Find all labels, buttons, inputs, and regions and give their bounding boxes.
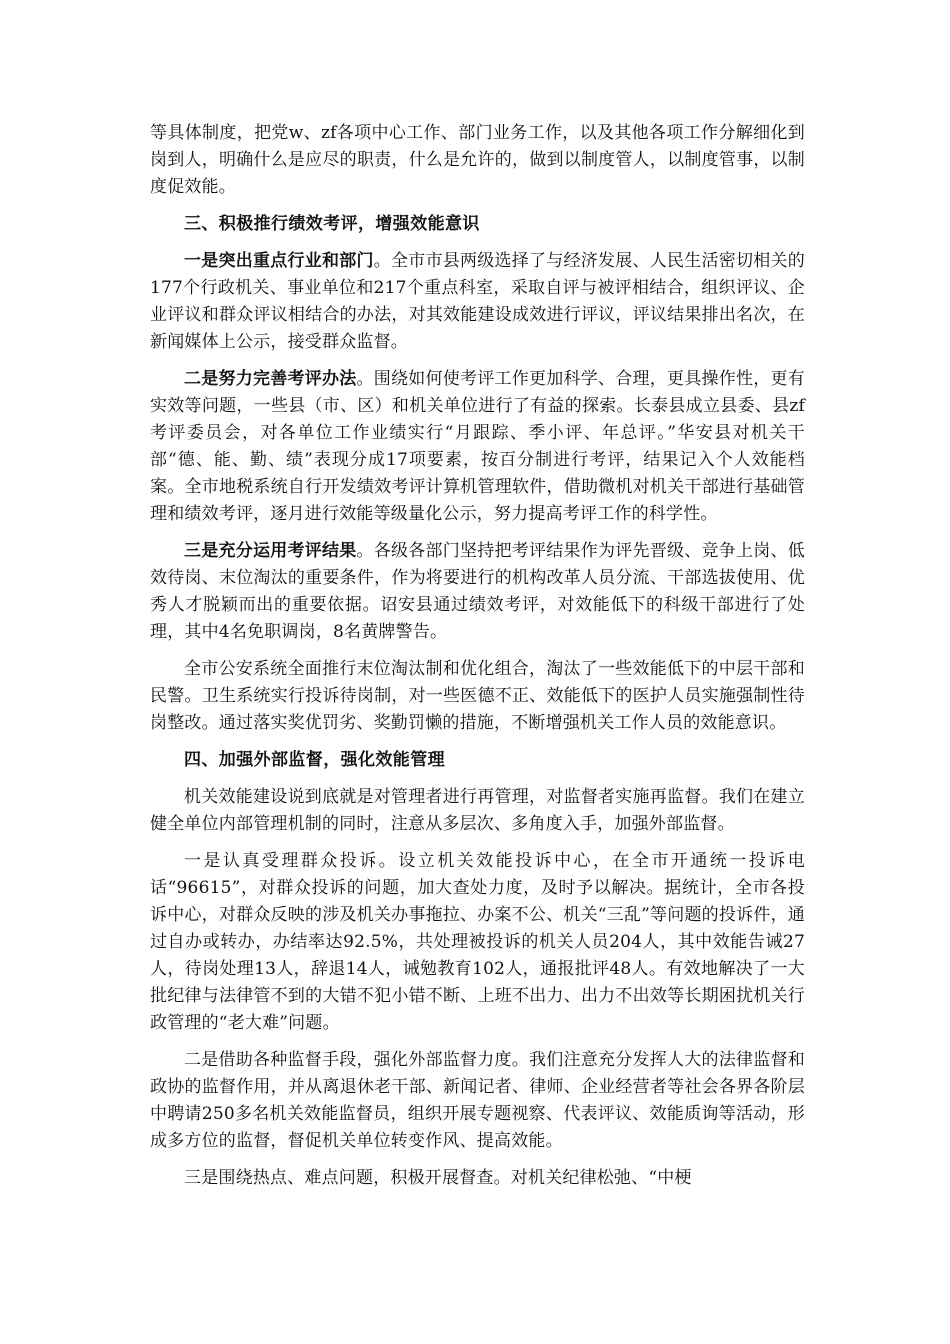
paragraph-external-supervision: 二是借助各种监督手段，强化外部监督力度。我们注意充分发挥人大的法律监督和政协的监督作用，并从离退休老干部、新闻记者、律师、企业经营者等社会各界各阶层中聘请250多名机关效能监督员，组织开展专题视察、代表评议、效能质询等活动，形成多方位的监督，督促机关单位转变作风、提高效能。 [150,1050,805,1151]
paragraph-lead: 一是突出重点行业和部门 [184,251,374,271]
paragraph-public-security: 全市公安系统全面推行末位淘汰制和优化组合，淘汰了一些效能低下的中层干部和民警。卫生系统实行投诉待岗制，对一些医德不正、效能低下的医护人员实施强制性待岗整改。通过落实奖优罚劣、奖勤罚懒的措施，不断增强机关工作人员的效能意识。 [150,659,805,733]
paragraph-supervision-intro: 机关效能建设说到底就是对管理者进行再管理，对监督者实施再监督。我们在建立健全单位内部管理机制的同时，注意从多层次、多角度入手，加强外部监督。 [150,787,805,834]
paragraph-body: 。全市市县两级选择了与经济发展、人民生活密切相关的177个行政机关、事业单位和217个重点科室，采取自评与被评相结合，组织评议、企业评议和群众评议相结合的办法，对其效能建设成效进行评议，评议结果排出名次，在新闻媒体上公示，接受群众监督。 [150,251,805,352]
paragraph-point-2 [150,366,805,528]
section-heading-4: 四、加强外部监督，强化效能管理 [184,750,445,770]
document-body [150,120,805,1202]
paragraph-point-1 [150,248,805,356]
paragraph-body: 。围绕如何使考评工作更加科学、合理，更具操作性，更有实效等问题，一些县（市、区）和机关单位进行了有益的探索。长泰县成立县委、县zf考评委员会，对各单位工作业绩实行“月跟踪、季小评、年总评。”华安县对机关干部“德、能、勤、绩”表现分成17项要素，按百分制进行考评，结果记入个人效能档案。全市地税系统自行开发绩效考评计算机管理软件，借助微机对机关干部进行基础管理和绩效考评，逐月进行效能等级量化公示，努力提高考评工作的科学性。 [150,369,805,524]
section-heading-3: 三、积极推行绩效考评，增强效能意识 [184,214,480,234]
paragraph-body: 。各级各部门坚持把考评结果作为评先晋级、竞争上岗、低效待岗、末位淘汰的重要条件，作为将要进行的机构改革人员分流、干部选拔使用、优秀人才脱颖而出的重要依据。诏安县通过绩效考评，对效能低下的科级干部进行了处理，其中4名免职调岗，8名黄牌警告。 [150,541,805,642]
paragraph-lead: 二是努力完善考评办法 [184,369,357,389]
paragraph-lead: 三是充分运用考评结果 [184,541,357,561]
paragraph-complaints: 一是认真受理群众投诉。设立机关效能投诉中心，在全市开通统一投诉电话“96615”，对群众投诉的问题，加大查处力度，及时予以解决。据统计，全市各投诉中心，对群众反映的涉及机关办事拖拉、办案不公、机关“三乱”等问题的投诉件，通过自办或转办，办结率达92.5%，共处理被投诉的机关人员204人，其中效能告诫27人，待岗处理13人，辞退14人，诫勉教育102人，通报批评48人。有效地解决了一大批纪律与法律管不到的大错不犯小错不断、上班不出力、出力不出效等长期困扰机关行政管理的“老大难”问题。 [150,851,805,1033]
paragraph-hotspot-inspection: 三是围绕热点、难点问题，积极开展督查。对机关纪律松弛、“中梗 [184,1168,692,1188]
paragraph-point-3 [150,538,805,646]
paragraph-intro: 等具体制度，把党w、zf各项中心工作、部门业务工作，以及其他各项工作分解细化到岗到人，明确什么是应尽的职责，什么是允许的，做到以制度管人，以制度管事，以制度促效能。 [150,123,805,197]
